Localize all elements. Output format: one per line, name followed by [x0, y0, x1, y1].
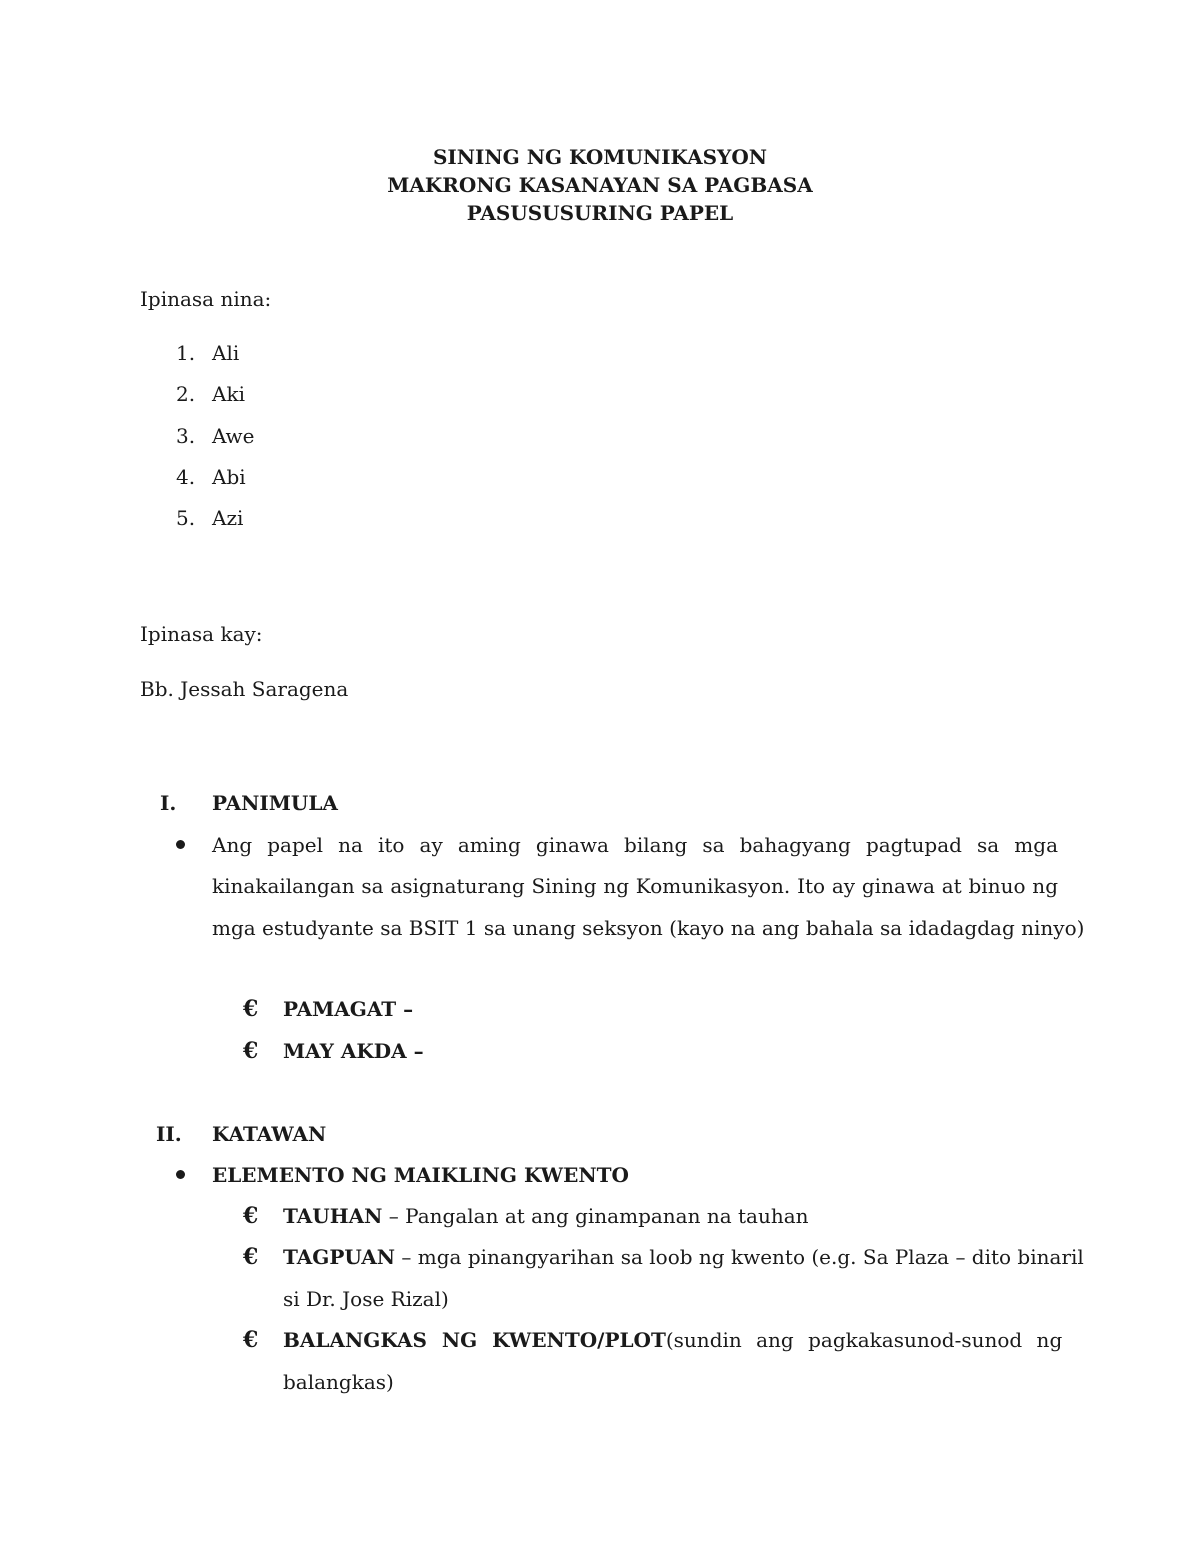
list-item-number: 1. [176, 341, 196, 365]
euro-bullet-icon: € [243, 996, 259, 1022]
euro-bullet-icon: € [243, 1327, 259, 1353]
section-1-paragraph-line: kinakailangan sa asignaturang Sining ng Komunikasyon. Ito ay ginawa at binuo ng [212, 874, 1058, 898]
element-item-tagpuan [283, 1247, 1084, 1267]
elements-heading: ELEMENTO NG MAIKLING KWENTO [212, 1163, 629, 1187]
element-term: TAUHAN [283, 1204, 383, 1228]
title-line-2: MAKRONG KASANAYAN SA PAGBASA [387, 173, 813, 197]
submitted-to-label: Ipinasa kay: [140, 622, 263, 646]
may-akda-label: MAY AKDA – [283, 1039, 424, 1063]
element-description: – Pangalan at ang ginampanan na tauhan [382, 1204, 809, 1228]
list-item-name: Azi [212, 506, 244, 530]
section-2-numeral: II. [156, 1122, 182, 1146]
element-term: TAGPUAN [283, 1245, 396, 1269]
list-item-number: 3. [176, 424, 196, 448]
list-item-name: Awe [212, 424, 255, 448]
pamagat-label: PAMAGAT – [283, 997, 414, 1021]
euro-bullet-icon: € [243, 1038, 259, 1064]
euro-bullet-icon: € [243, 1203, 259, 1229]
title-line-3: PASUSUSURING PAPEL [466, 201, 734, 225]
section-2-title: KATAWAN [212, 1122, 327, 1146]
element-description-continued: si Dr. Jose Rizal) [283, 1287, 449, 1311]
element-description: (sundin ang pagkakasunod-sunod ng [665, 1328, 1063, 1352]
list-item-number: 4. [176, 465, 196, 489]
list-item-number: 2. [176, 382, 196, 406]
euro-bullet-icon: € [243, 1244, 259, 1270]
title-line-1: SINING NG KOMUNIKASYON [432, 145, 768, 169]
element-description: – mga pinangyarihan sa loob ng kwento (e.g. Sa Plaza – dito binaril [395, 1245, 1084, 1269]
section-1-title: PANIMULA [212, 791, 338, 815]
section-1-paragraph-line: mga estudyante sa BSIT 1 sa unang seksyon (kayo na ang bahala sa idadagdag ninyo) [212, 916, 1085, 940]
element-item-balangkas [283, 1328, 1063, 1352]
section-1-numeral: I. [160, 791, 177, 815]
section-1-paragraph-line: Ang papel na ito ay aming ginawa bilang sa bahagyang pagtupad sa mga [212, 833, 1058, 857]
submitted-by-label: Ipinasa nina: [140, 287, 272, 311]
bullet-icon [176, 840, 185, 849]
list-item-number: 5. [176, 506, 196, 530]
element-item-tauhan [283, 1206, 809, 1226]
list-item-name: Abi [212, 465, 246, 489]
element-term: BALANGKAS NG KWENTO/PLOT [283, 1328, 666, 1352]
list-item-name: Ali [212, 341, 240, 365]
bullet-icon [176, 1170, 185, 1179]
element-description-continued: balangkas) [283, 1370, 394, 1394]
instructor-name: Bb. Jessah Saragena [140, 677, 349, 701]
list-item-name: Aki [212, 382, 245, 406]
